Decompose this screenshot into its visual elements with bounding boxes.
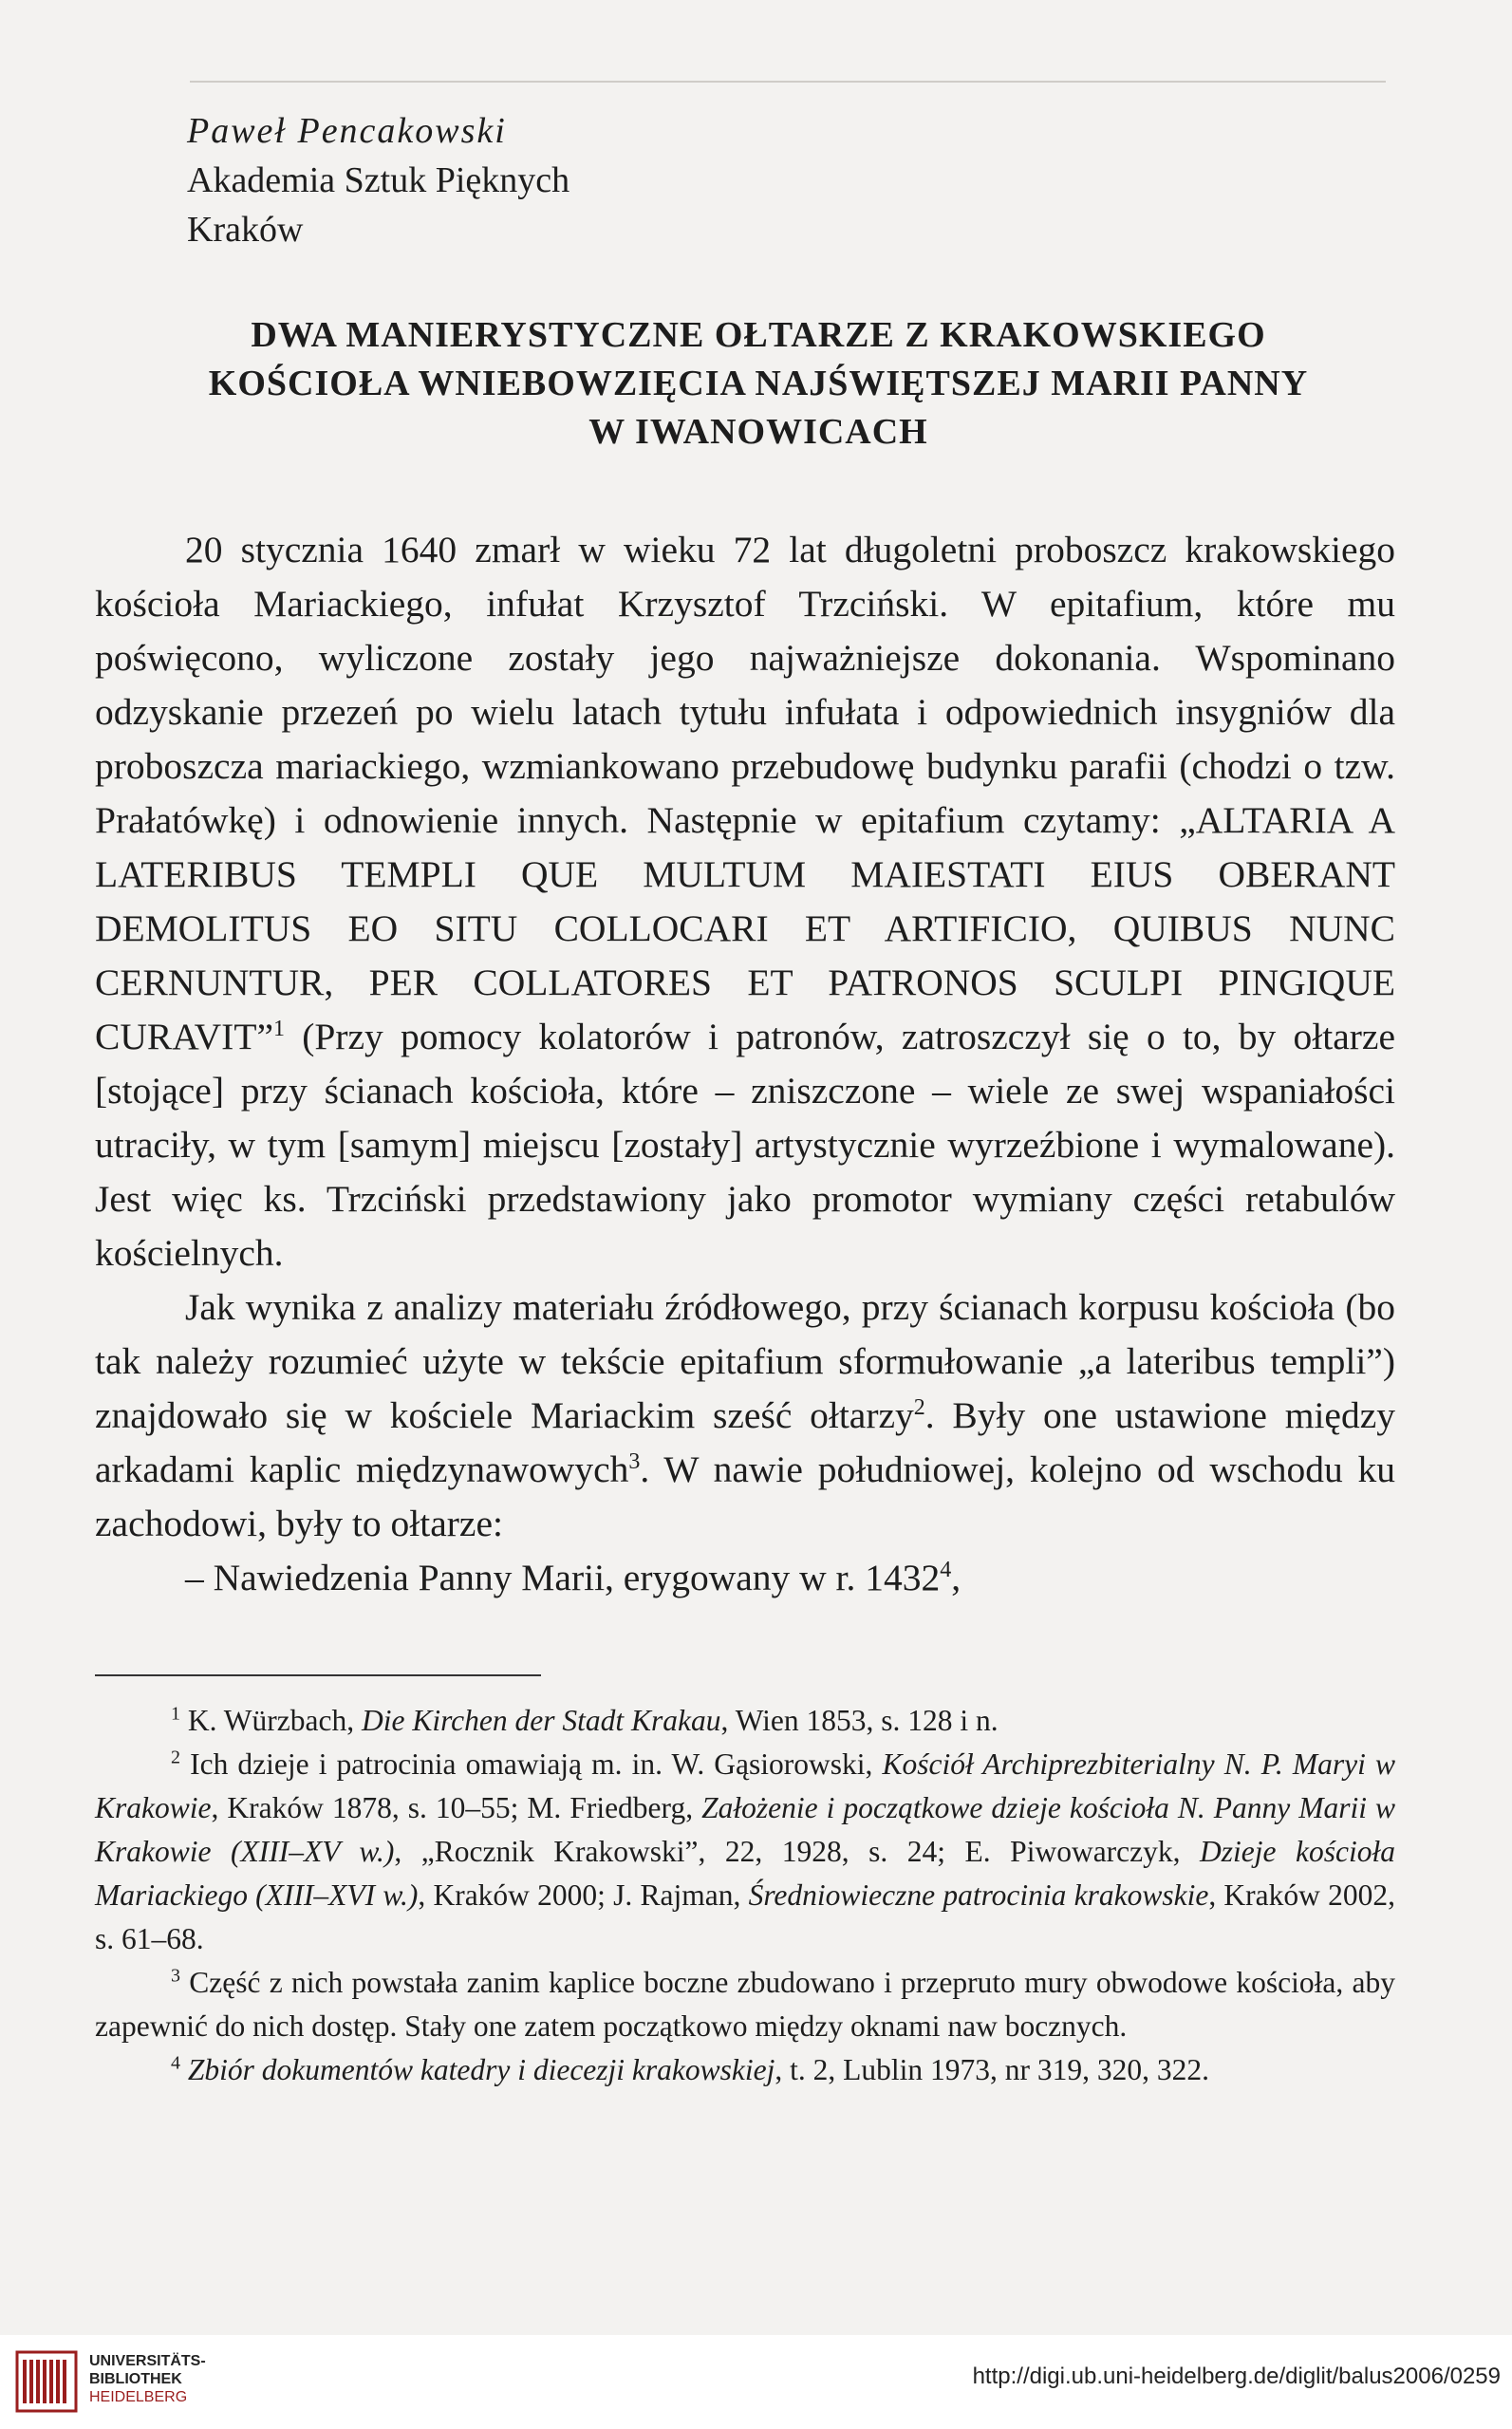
paragraph-text: . W nawie południowej, kolejno od wschodu ku zachodowi, były to ołtarze: — [95, 1448, 1396, 1544]
author-block — [187, 106, 569, 254]
footnotes — [95, 1699, 1395, 2092]
footnote-title: Zbiór dokumentów katedry i diecezji krakowskiej — [180, 2053, 775, 2086]
footnote-3 — [95, 1961, 1395, 2048]
paragraph-1 — [95, 523, 1395, 1280]
footnote-text: , Kraków 2002, s. 61–68. — [95, 1878, 1395, 1955]
library-name — [89, 2352, 206, 2406]
footnote-number: 2 — [171, 1747, 180, 1768]
article-title — [104, 311, 1412, 457]
footnote-text: , Wien 1853, s. 128 i n. — [720, 1704, 999, 1737]
library-name-line: HEIDELBERG — [89, 2389, 188, 2405]
footnote-title: Die Kirchen der Stadt Krakau — [361, 1704, 721, 1737]
footnote-text: , t. 2, Lublin 1973, nr 319, 320, 322. — [775, 2053, 1209, 2086]
title-line: KOŚCIOŁA WNIEBOWZIĘCIA NAJŚWIĘTSZEJ MARII PANNY — [208, 364, 1309, 403]
article-body — [95, 523, 1395, 1605]
paragraph-text: Jak wynika z analizy materiału źródłowego, przy ścianach korpusu kościoła (bo tak należy rozumieć użyte w tekście epitafium sformułowanie „a lateribus templi”) znajdowało się w kościele Mariackim sześć ołtarzy — [95, 1286, 1395, 1436]
paragraph-2 — [95, 1280, 1395, 1551]
paragraph-text: , — [951, 1557, 961, 1598]
footnote-divider — [95, 1674, 541, 1676]
footnote-text: , Kraków 1878, s. 10–55; M. Friedberg, — [211, 1791, 702, 1824]
author-name: Paweł Pencakowski — [187, 111, 507, 151]
author-affiliation: Akademia Sztuk Pięknych — [187, 160, 570, 200]
footnote-ref[interactable]: 4 — [940, 1557, 952, 1582]
footnote-number: 1 — [171, 1703, 180, 1725]
footnote-number: 3 — [171, 1965, 180, 1987]
paragraph-3 — [95, 1551, 1395, 1605]
library-name-line: UNIVERSITÄTS- — [89, 2353, 206, 2369]
footnote-1 — [95, 1699, 1395, 1743]
paragraph-text: . Były one ustawione między arkadami kaplic międzynawowych — [95, 1394, 1395, 1490]
footnote-ref[interactable]: 3 — [628, 1448, 641, 1474]
source-url-link[interactable]: http://digi.ub.uni-heidelberg.de/diglit/balus2006/0259 — [972, 2364, 1501, 2389]
footnote-title: Średniowieczne patrocinia krakowskie — [748, 1878, 1209, 1912]
footnote-ref[interactable]: 2 — [913, 1394, 925, 1420]
footnote-2 — [95, 1743, 1395, 1961]
footnote-text: , Kraków 2000; J. Rajman, — [418, 1878, 749, 1912]
paragraph-text: (Przy pomocy kolatorów i patronów, zatroszczył się o to, by ołtarze [stojące] przy ścianach kościoła, które – zniszczone – wiele ze swej wspaniałości utraciły, w tym [samym] miejscu [zostały] artystycznie wyrzeźbione i wymalowane). Jest więc ks. Trzciński przedstawiony jako promotor wymiany części retabulów kościelnych. — [95, 1016, 1395, 1274]
footnote-4 — [95, 2048, 1395, 2092]
footnote-text: Część z nich powstała zanim kaplice boczne zbudowano i przepruto mury obwodowe kościoła, aby zapewnić do nich dostęp. Stały one zatem początkowo między oknami naw bocznych. — [95, 1966, 1395, 2043]
university-library-logo-icon — [13, 2348, 80, 2415]
title-line: DWA MANIERYSTYCZNE OŁTARZE Z KRAKOWSKIEGO — [251, 315, 1266, 355]
title-line: W IWANOWICACH — [588, 412, 928, 452]
footnote-title: Kościół Archiprezbiterialny N. P. Maryi w Krakowie — [95, 1747, 1395, 1824]
paragraph-text: – Nawiedzenia Panny Marii, erygowany w r. 1432 — [185, 1557, 941, 1598]
author-city: Kraków — [187, 210, 304, 250]
footnote-number: 4 — [171, 2052, 180, 2074]
footnote-text: K. Würzbach, — [180, 1704, 362, 1737]
paragraph-text: 20 stycznia 1640 zmarł w wieku 72 lat długoletni proboszcz krakowskiego kościoła Mariackiego, infułat Krzysztof Trzciński. W epitafium, które mu poświęcono, wyliczone zostały jego najważniejsze dokonania. Wspominano odzyskanie przezeń po wielu latach tytułu infułata i odpowiednich insygniów dla proboszcza mariackiego, wzmiankowano przebudowę budynku parafii (chodzi o tzw. Prałatówkę) i odnowienie innych. Następnie w epitafium czytamy: „ALTARIA A LATERIBUS TEMPLI QUE MULTUM MAIESTATI EIUS OBERANT DEMOLITUS EO SITU COLLOCARI ET ARTIFICIO, QUIBUS NUNC CERNUNTUR, PER COLLATORES ET PATRONOS SCULPI PINGIQUE CURAVIT” — [95, 529, 1395, 1057]
footnote-ref[interactable]: 1 — [273, 1016, 285, 1041]
library-name-line: BIBLIOTHEK — [89, 2371, 182, 2387]
footnote-text: , „Rocznik Krakowski”, 22, 1928, s. 24; E. Piwowarczyk, — [394, 1835, 1201, 1868]
footnote-title: Dzieje kościoła Mariackiego (XIII–XVI w.) — [95, 1835, 1395, 1912]
bleed-through-header — [190, 52, 1386, 83]
footnote-text: Ich dzieje i patrocinia omawiają m. in. W. Gąsiorowski, — [180, 1747, 883, 1781]
footnote-title: Założenie i początkowe dzieje kościoła N. Panny Marii w Krakowie (XIII–XV w.) — [95, 1791, 1395, 1868]
